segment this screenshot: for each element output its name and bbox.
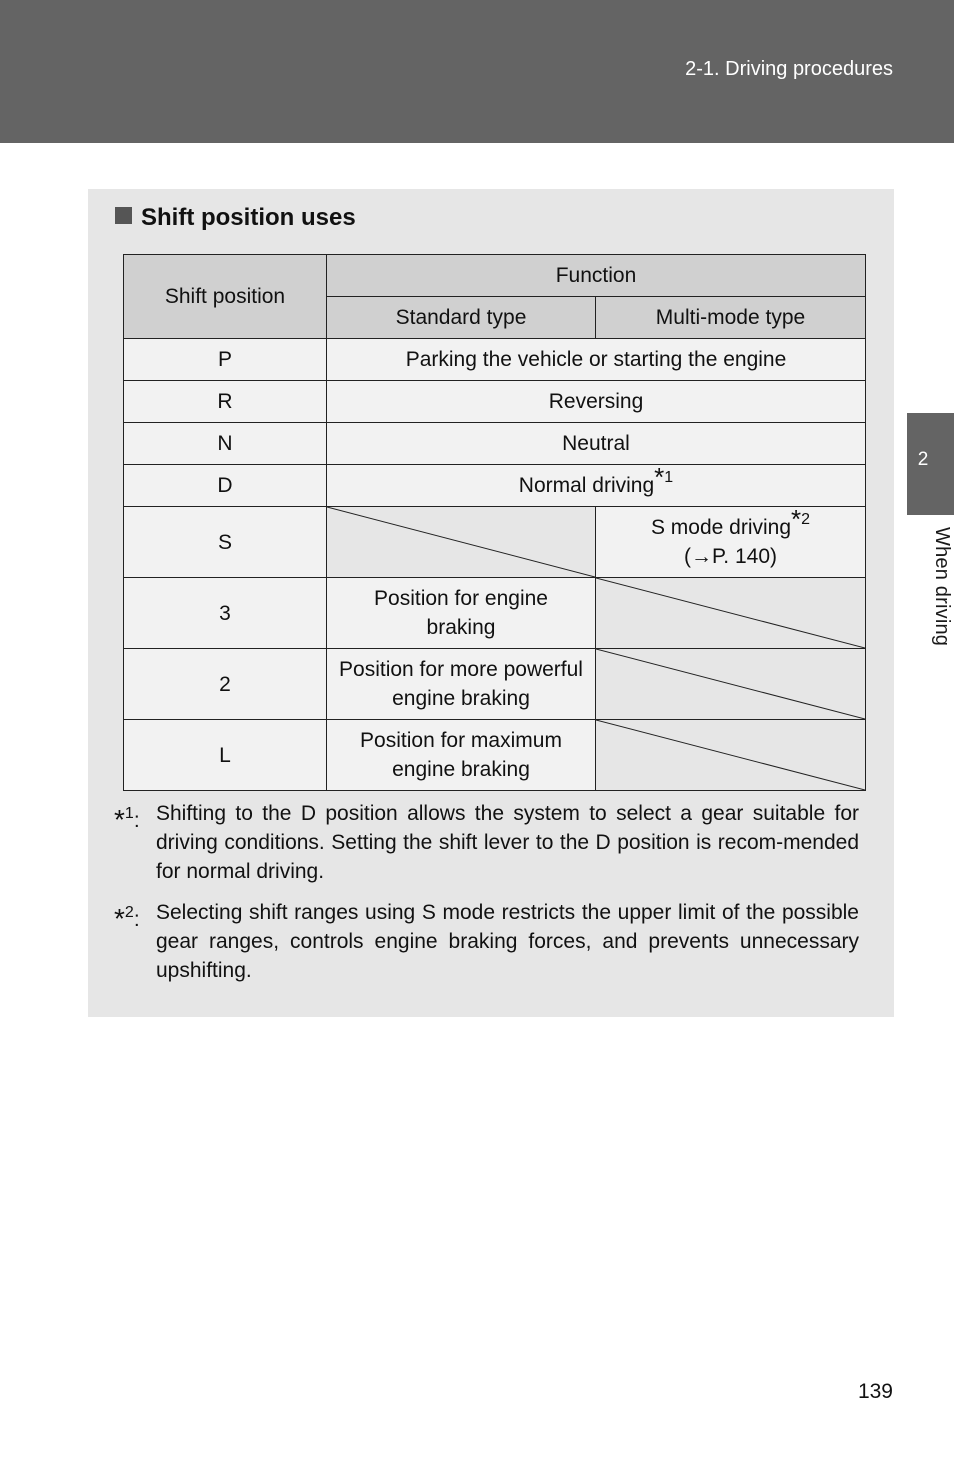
footnote-star: * [791,504,802,534]
footnote-star: * [654,462,665,492]
function-cell [327,462,866,507]
footnote-1 [114,799,859,886]
function-cell: Reversing [327,381,866,423]
table-row [124,339,866,381]
footnote-marker: *$^2$: [114,903,140,934]
not-applicable-cell [596,578,866,649]
footnote-text: Shifting to the D position allows the system to select a gear suitable for driving conditions. Setting the shift lever to the D position is recom-mended for normal driving. [156,802,859,883]
position-cell: N [124,423,327,465]
box-heading-text: Shift position uses [141,204,356,231]
chapter-tab-number: 2 [917,449,929,470]
multimode-text: S mode driving [650,516,792,539]
header-shift-position: Shift position [124,255,327,339]
header-multimode-type: Multi-mode type [596,297,866,339]
footnote-text: Selecting shift ranges using S mode restricts the upper limit of the possible gear ranges, controls engine braking forces, and prevents unnecessary upshifting. [156,901,859,982]
page-number: 139 [857,1380,893,1403]
chapter-tab [907,413,954,515]
footnote-number: 2 [801,511,811,528]
table-row [124,578,866,649]
position-cell: L [124,720,327,791]
standard-cell [327,578,596,649]
footnote-marker: *$^1$: [114,804,140,835]
standard-text: Position for more powerful engine braking [339,658,583,710]
shift-position-box [88,189,894,1017]
footnotes [114,799,859,997]
table-row [124,381,866,423]
standard-cell [327,649,596,720]
position-cell: 2 [124,649,327,720]
standard-cell [327,720,596,791]
position-cell: 3 [124,578,327,649]
header-standard-type: Standard type [327,297,596,339]
table-header-row [124,255,866,297]
table-row [124,423,866,465]
function-text: Normal driving [518,474,655,497]
function-cell: Parking the vehicle or starting the engine [327,339,866,381]
position-cell: P [124,339,327,381]
footnote-number: 1 [664,469,674,486]
diagonal-line [596,649,865,719]
diagonal-line [596,720,865,790]
position-cell: D [124,465,327,507]
box-heading [115,204,356,232]
page-reference: (→P. 140) [684,545,777,568]
diagonal-line [327,507,595,577]
header-function: Function [327,255,866,297]
table-row [124,507,866,578]
square-bullet-icon [115,207,132,224]
standard-text: Position for maximum engine braking [360,729,562,781]
table-row [124,720,866,791]
not-applicable-cell [327,507,596,578]
multimode-cell [596,504,866,578]
section-title: 2-1. Driving procedures [685,58,893,80]
not-applicable-cell [596,720,866,791]
not-applicable-cell [596,649,866,720]
chapter-tab-label: When driving [931,527,953,647]
diagonal-line [596,578,865,648]
position-cell: R [124,381,327,423]
table-row [124,465,866,507]
footnote-2 [114,898,859,985]
standard-text: Position for engine braking [374,587,548,639]
shift-position-table [123,254,866,791]
header-band [0,0,954,143]
function-cell: Neutral [327,423,866,465]
table-row [124,649,866,720]
position-cell: S [124,507,327,578]
